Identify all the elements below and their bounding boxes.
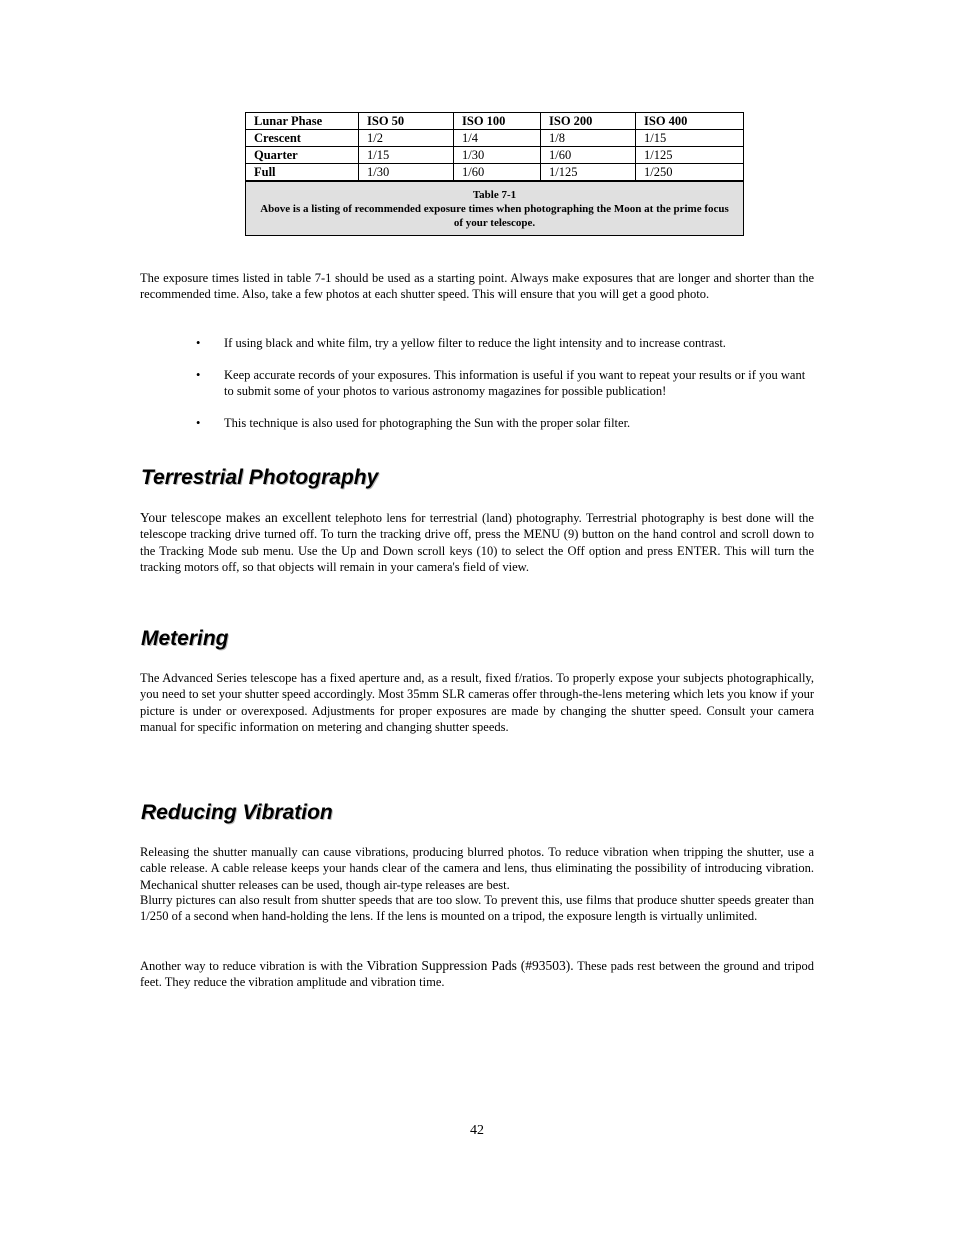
- phase-cell: Crescent: [246, 130, 359, 147]
- table-header-row: [246, 113, 744, 130]
- bullet-icon: •: [196, 368, 201, 382]
- table-row: [246, 130, 744, 147]
- terrestrial-lead: Your telescope makes an excellent: [140, 510, 332, 525]
- vibration-paragraph-2: Blurry pictures can also result from shutter speeds that are too slow. To prevent this, use films that produce shutter speeds greater than 1/250 of a second when hand-holding the lens. If the lens is mounted on a tripod, the exposure length is virtually unlimited.: [140, 893, 814, 924]
- exposure-cell: 1/4: [454, 130, 541, 147]
- vibration-para3-start: Another way to reduce vibration is with: [140, 959, 347, 973]
- vibration-pads-name: the Vibration Suppression Pads (#93503).: [346, 958, 574, 973]
- exposure-table: [245, 112, 744, 236]
- page-number: 42: [470, 1123, 484, 1138]
- exposure-cell: 1/125: [541, 164, 636, 182]
- exposure-cell: 1/30: [359, 164, 454, 182]
- header-iso-200: ISO 200: [541, 113, 636, 130]
- section-heading-terrestrial: Terrestrial Photography: [141, 466, 379, 489]
- table-caption-title: Table 7-1: [472, 189, 517, 201]
- list-item: [196, 415, 816, 431]
- exposure-cell: 1/125: [636, 147, 744, 164]
- table-caption-text: Above is a listing of recommended exposure times when photographing the Moon at the prime focus of your telescope.: [260, 203, 729, 229]
- list-item: [196, 335, 816, 351]
- list-item: [196, 367, 816, 400]
- bullet-icon: •: [196, 416, 201, 430]
- phase-cell: Quarter: [246, 147, 359, 164]
- header-iso-400: ISO 400: [636, 113, 744, 130]
- phase-cell: Full: [246, 164, 359, 182]
- section-heading-vibration: Reducing Vibration: [141, 801, 333, 824]
- tips-list: [196, 335, 816, 351]
- header-lunar-phase: Lunar Phase: [246, 113, 359, 130]
- exposure-cell: 1/8: [541, 130, 636, 147]
- terrestrial-body: telephoto lens for terrestrial (land) photography. Terrestrial photography is best done will the telescope tracking drive turned off. To turn the tracking drive off, press the MENU (9) button on the hand control and scroll down to the Tracking Mode sub menu. Use the Up and Down scroll keys (10) to select the Off option and press ENTER. This will turn the tracking motors off, so that objects will remain in your camera's field of view.: [140, 511, 814, 574]
- list-item-text: Keep accurate records of your exposures. This information is useful if you want to repeat your results or if you want to submit some of your photos to various astronomy magazines for possible publication!: [224, 368, 806, 399]
- table-row: [246, 147, 744, 164]
- exposure-cell: 1/60: [454, 164, 541, 182]
- tips-list: [196, 415, 816, 431]
- exposure-cell: 1/60: [541, 147, 636, 164]
- table-row: [246, 164, 744, 182]
- vibration-paragraph-3: [140, 958, 814, 991]
- terrestrial-paragraph: [140, 510, 814, 575]
- exposure-cell: 1/15: [359, 147, 454, 164]
- table-caption-row: [246, 181, 744, 236]
- list-item-text: This technique is also used for photographing the Sun with the proper solar filter.: [224, 416, 631, 430]
- intro-paragraph: The exposure times listed in table 7-1 should be used as a starting point. Always make exposures that are longer and shorter than the recommended time. Also, take a few photos at each shutter speed. This will ensure that you will get a good photo.: [140, 271, 814, 302]
- vibration-para3-end: These pads rest between the ground and tripod feet. They reduce the vibration amplitude and vibration time.: [140, 959, 814, 990]
- exposure-cell: 1/2: [359, 130, 454, 147]
- header-iso-50: ISO 50: [359, 113, 454, 130]
- exposure-cell: 1/250: [636, 164, 744, 182]
- tips-list: [196, 367, 816, 400]
- vibration-paragraph-1: Releasing the shutter manually can cause vibrations, producing blurred photos. To reduce vibration when tripping the shutter, use a cable release. A cable release keeps your hands clear of the camera and lens, thus eliminating the possibility of introducing vibration. Mechanical shutter releases can be used, though air-type releases are best.: [140, 845, 814, 892]
- header-iso-100: ISO 100: [454, 113, 541, 130]
- bullet-icon: •: [196, 336, 201, 350]
- list-item-text: If using black and white film, try a yellow filter to reduce the light intensity and to increase contrast.: [224, 336, 726, 350]
- exposure-cell: 1/30: [454, 147, 541, 164]
- metering-paragraph: The Advanced Series telescope has a fixed aperture and, as a result, fixed f/ratios. To properly expose your subjects photographically, you need to set your shutter speed accordingly. Most 35mm SLR cameras offer through-the-lens metering which lets you know if your picture is under or overexposed. Adjustments for proper exposures are made by changing the shutter speed. Consult your camera manual for specific information on metering and changing shutter speeds.: [140, 671, 814, 734]
- section-heading-metering: Metering: [141, 627, 229, 650]
- table-caption: [246, 181, 744, 236]
- exposure-cell: 1/15: [636, 130, 744, 147]
